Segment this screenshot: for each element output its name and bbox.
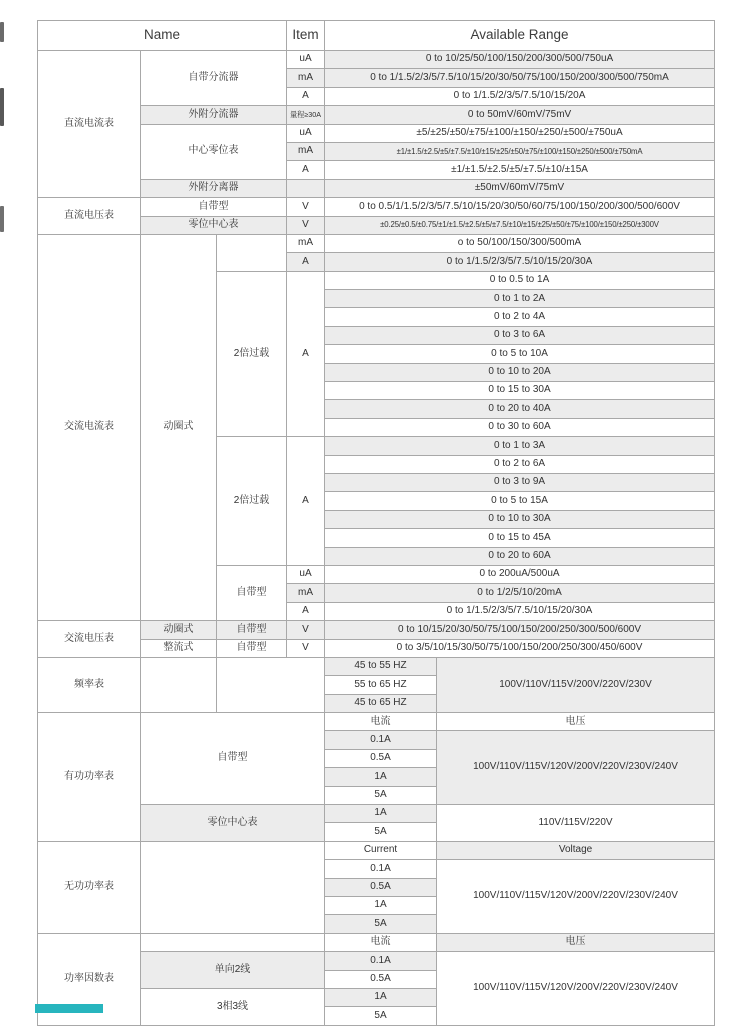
- table-cell: 45 to 65 HZ: [325, 694, 437, 712]
- table-cell: 0 to 200uA/500uA: [325, 565, 715, 583]
- table-cell: V: [287, 621, 325, 639]
- table-cell: 0 to 1/1.5/2/3/5/7.5/10/15/20/30/50/75/100/150/200/300/500/750mA: [325, 69, 715, 87]
- header-row: [38, 21, 715, 51]
- table-cell: 100V/110V/115V/200V/220V/230V: [437, 657, 715, 712]
- table-row: [38, 234, 715, 252]
- subgroup-center-zero: 中心零位表: [141, 124, 287, 179]
- group-dc-voltmeter: 直流电压表: [38, 198, 141, 235]
- table-cell: 自带型: [217, 621, 287, 639]
- table-cell: 0.5A: [325, 749, 437, 767]
- subgroup-2x-overload: 2倍过载: [217, 437, 287, 566]
- table-cell: [287, 179, 325, 197]
- table-cell: 110V/115V/220V: [437, 805, 715, 842]
- scan-artifact-mark: [0, 22, 4, 42]
- table-cell: mA: [287, 584, 325, 602]
- subgroup-rectifier: 整流式: [141, 639, 217, 657]
- table-row: [38, 621, 715, 639]
- subgroup-builtin-type: 自带型: [141, 713, 325, 805]
- table-cell: ±1/±1.5/±2.5/±5/±7.5/±10/±15/±25/±50/±75/±100/±150/±250/±500/±750mA: [325, 142, 715, 160]
- table-cell: A: [287, 437, 325, 566]
- subgroup-3phase-3wire: 3相3线: [141, 988, 325, 1025]
- table-cell: 100V/110V/115V/120V/200V/220V/230V/240V: [437, 952, 715, 1026]
- table-cell: 量程≥30A: [287, 106, 325, 124]
- table-cell: ±1/±1.5/±2.5/±5/±7.5/±10/±15A: [325, 161, 715, 179]
- table-cell: 0 to 3/5/10/15/30/50/75/100/150/200/250/300/450/600V: [325, 639, 715, 657]
- table-cell: 自带型: [217, 639, 287, 657]
- table-cell: A: [287, 87, 325, 105]
- subgroup-zero-center: 零位中心表: [141, 805, 325, 842]
- table-cell: A: [287, 161, 325, 179]
- group-reactive-power-meter: 无功功率表: [38, 841, 141, 933]
- teal-accent-bar: [35, 1004, 103, 1013]
- group-dc-ammeter: 直流电流表: [38, 51, 141, 198]
- table-cell: [217, 657, 325, 712]
- group-frequency-meter: 频率表: [38, 657, 141, 712]
- table-cell: 0 to 2 to 6A: [325, 455, 715, 473]
- table-cell: 0 to 5 to 15A: [325, 492, 715, 510]
- table-cell: 1A: [325, 768, 437, 786]
- table-cell: 0 to 3 to 9A: [325, 473, 715, 491]
- subgroup-2x-overload: 2倍过载: [217, 271, 287, 437]
- table-cell: 0 to 30 to 60A: [325, 418, 715, 436]
- table-cell: uA: [287, 565, 325, 583]
- table-cell: 45 to 55 HZ: [325, 657, 437, 675]
- table-cell: 0 to 1/1.5/2/3/5/7.5/10/15/20/30A: [325, 602, 715, 620]
- table-cell: 1A: [325, 896, 437, 914]
- col-header-name: Name: [38, 21, 287, 51]
- table-cell: 电流: [325, 933, 437, 951]
- table-cell: 0.1A: [325, 731, 437, 749]
- table-cell: o to 50/100/150/300/500mA: [325, 234, 715, 252]
- subgroup-zero-center: 零位中心表: [141, 216, 287, 234]
- spec-table: [37, 20, 715, 1026]
- table-cell: [141, 933, 325, 951]
- table-cell: 0 to 10/25/50/100/150/200/300/500/750uA: [325, 51, 715, 69]
- table-cell: A: [287, 271, 325, 437]
- table-cell: 5A: [325, 1007, 437, 1025]
- group-ac-ammeter: 交流电流表: [38, 234, 141, 620]
- table-row: [38, 933, 715, 951]
- table-cell: 100V/110V/115V/120V/200V/220V/230V/240V: [437, 731, 715, 805]
- table-cell: ±50mV/60mV/75mV: [325, 179, 715, 197]
- table-cell: uA: [287, 51, 325, 69]
- table-cell: 0 to 50mV/60mV/75mV: [325, 106, 715, 124]
- table-cell: 0 to 1 to 2A: [325, 290, 715, 308]
- table-cell: 0 to 3 to 6A: [325, 326, 715, 344]
- table-cell: 0 to 5 to 10A: [325, 345, 715, 363]
- table-cell: 0.1A: [325, 952, 437, 970]
- table-cell: 0 to 1 to 3A: [325, 437, 715, 455]
- table-cell: mA: [287, 69, 325, 87]
- scan-artifact-mark: [0, 206, 4, 232]
- table-cell: mA: [287, 142, 325, 160]
- table-cell: A: [287, 602, 325, 620]
- col-header-range: Available Range: [325, 21, 715, 51]
- subgroup-external-divider: 外附分离器: [141, 179, 287, 197]
- table-cell: 0.5A: [325, 878, 437, 896]
- table-cell: 电压: [437, 933, 715, 951]
- table-cell: 动圈式: [141, 621, 217, 639]
- table-cell: V: [287, 639, 325, 657]
- table-cell: 0 to 15 to 45A: [325, 529, 715, 547]
- table-cell: V: [287, 198, 325, 216]
- table-cell: ±0.25/±0.5/±0.75/±1/±1.5/±2.5/±5/±7.5/±10/±15/±25/±50/±75/±100/±150/±250/±300V: [325, 216, 715, 234]
- table-cell: Voltage: [437, 841, 715, 859]
- table-cell: ±5/±25/±50/±75/±100/±150/±250/±500/±750uA: [325, 124, 715, 142]
- table-cell: 0.5A: [325, 970, 437, 988]
- table-row: [38, 657, 715, 675]
- table-cell: [141, 841, 325, 933]
- group-power-factor-meter: 功率因数表: [38, 933, 141, 1025]
- table-cell: 0 to 2 to 4A: [325, 308, 715, 326]
- table-cell: 0 to 10 to 30A: [325, 510, 715, 528]
- table-cell: 5A: [325, 786, 437, 804]
- subgroup-builtin-type: 自带型: [217, 565, 287, 620]
- table-cell: uA: [287, 124, 325, 142]
- table-row: [38, 713, 715, 731]
- table-cell: 0 to 15 to 30A: [325, 382, 715, 400]
- table-cell: 0 to 1/2/5/10/20mA: [325, 584, 715, 602]
- subgroup-builtin-shunt: 自带分流器: [141, 51, 287, 106]
- table-cell: 0 to 0.5/1/1.5/2/3/5/7.5/10/15/20/30/50/60/75/100/150/200/300/500/600V: [325, 198, 715, 216]
- table-cell: [217, 234, 287, 271]
- col-header-item: Item: [287, 21, 325, 51]
- table-cell: 1A: [325, 805, 437, 823]
- scan-artifact-mark: [0, 88, 4, 126]
- table-cell: 电流: [325, 713, 437, 731]
- table-cell: 1A: [325, 988, 437, 1006]
- table-cell: Current: [325, 841, 437, 859]
- table-cell: 5A: [325, 823, 437, 841]
- table-cell: 电压: [437, 713, 715, 731]
- table-row: [38, 841, 715, 859]
- spec-table-body: [38, 51, 715, 1026]
- subgroup-external-shunt: 外附分流器: [141, 106, 287, 124]
- table-cell: 0 to 1/1.5/2/3/5/7.5/10/15/20A: [325, 87, 715, 105]
- table-cell: 0 to 20 to 60A: [325, 547, 715, 565]
- table-cell: 0 to 0.5 to 1A: [325, 271, 715, 289]
- subgroup-moving-coil: 动圈式: [141, 234, 217, 620]
- group-active-power-meter: 有功功率表: [38, 713, 141, 842]
- table-row: [38, 51, 715, 69]
- table-cell: [141, 657, 217, 712]
- table-cell: 0 to 1/1.5/2/3/5/7.5/10/15/20/30A: [325, 253, 715, 271]
- table-cell: 5A: [325, 915, 437, 933]
- table-cell: A: [287, 253, 325, 271]
- subgroup-builtin-type: 自带型: [141, 198, 287, 216]
- subgroup-single-phase-2wire: 单向2线: [141, 952, 325, 989]
- table-cell: 0.1A: [325, 860, 437, 878]
- table-cell: 55 to 65 HZ: [325, 676, 437, 694]
- table-row: [38, 198, 715, 216]
- group-ac-voltmeter: 交流电压表: [38, 621, 141, 658]
- table-cell: 0 to 10 to 20A: [325, 363, 715, 381]
- table-cell: 0 to 10/15/20/30/50/75/100/150/200/250/300/500/600V: [325, 621, 715, 639]
- table-cell: V: [287, 216, 325, 234]
- table-cell: 0 to 20 to 40A: [325, 400, 715, 418]
- table-cell: 100V/110V/115V/120V/200V/220V/230V/240V: [437, 860, 715, 934]
- table-cell: mA: [287, 234, 325, 252]
